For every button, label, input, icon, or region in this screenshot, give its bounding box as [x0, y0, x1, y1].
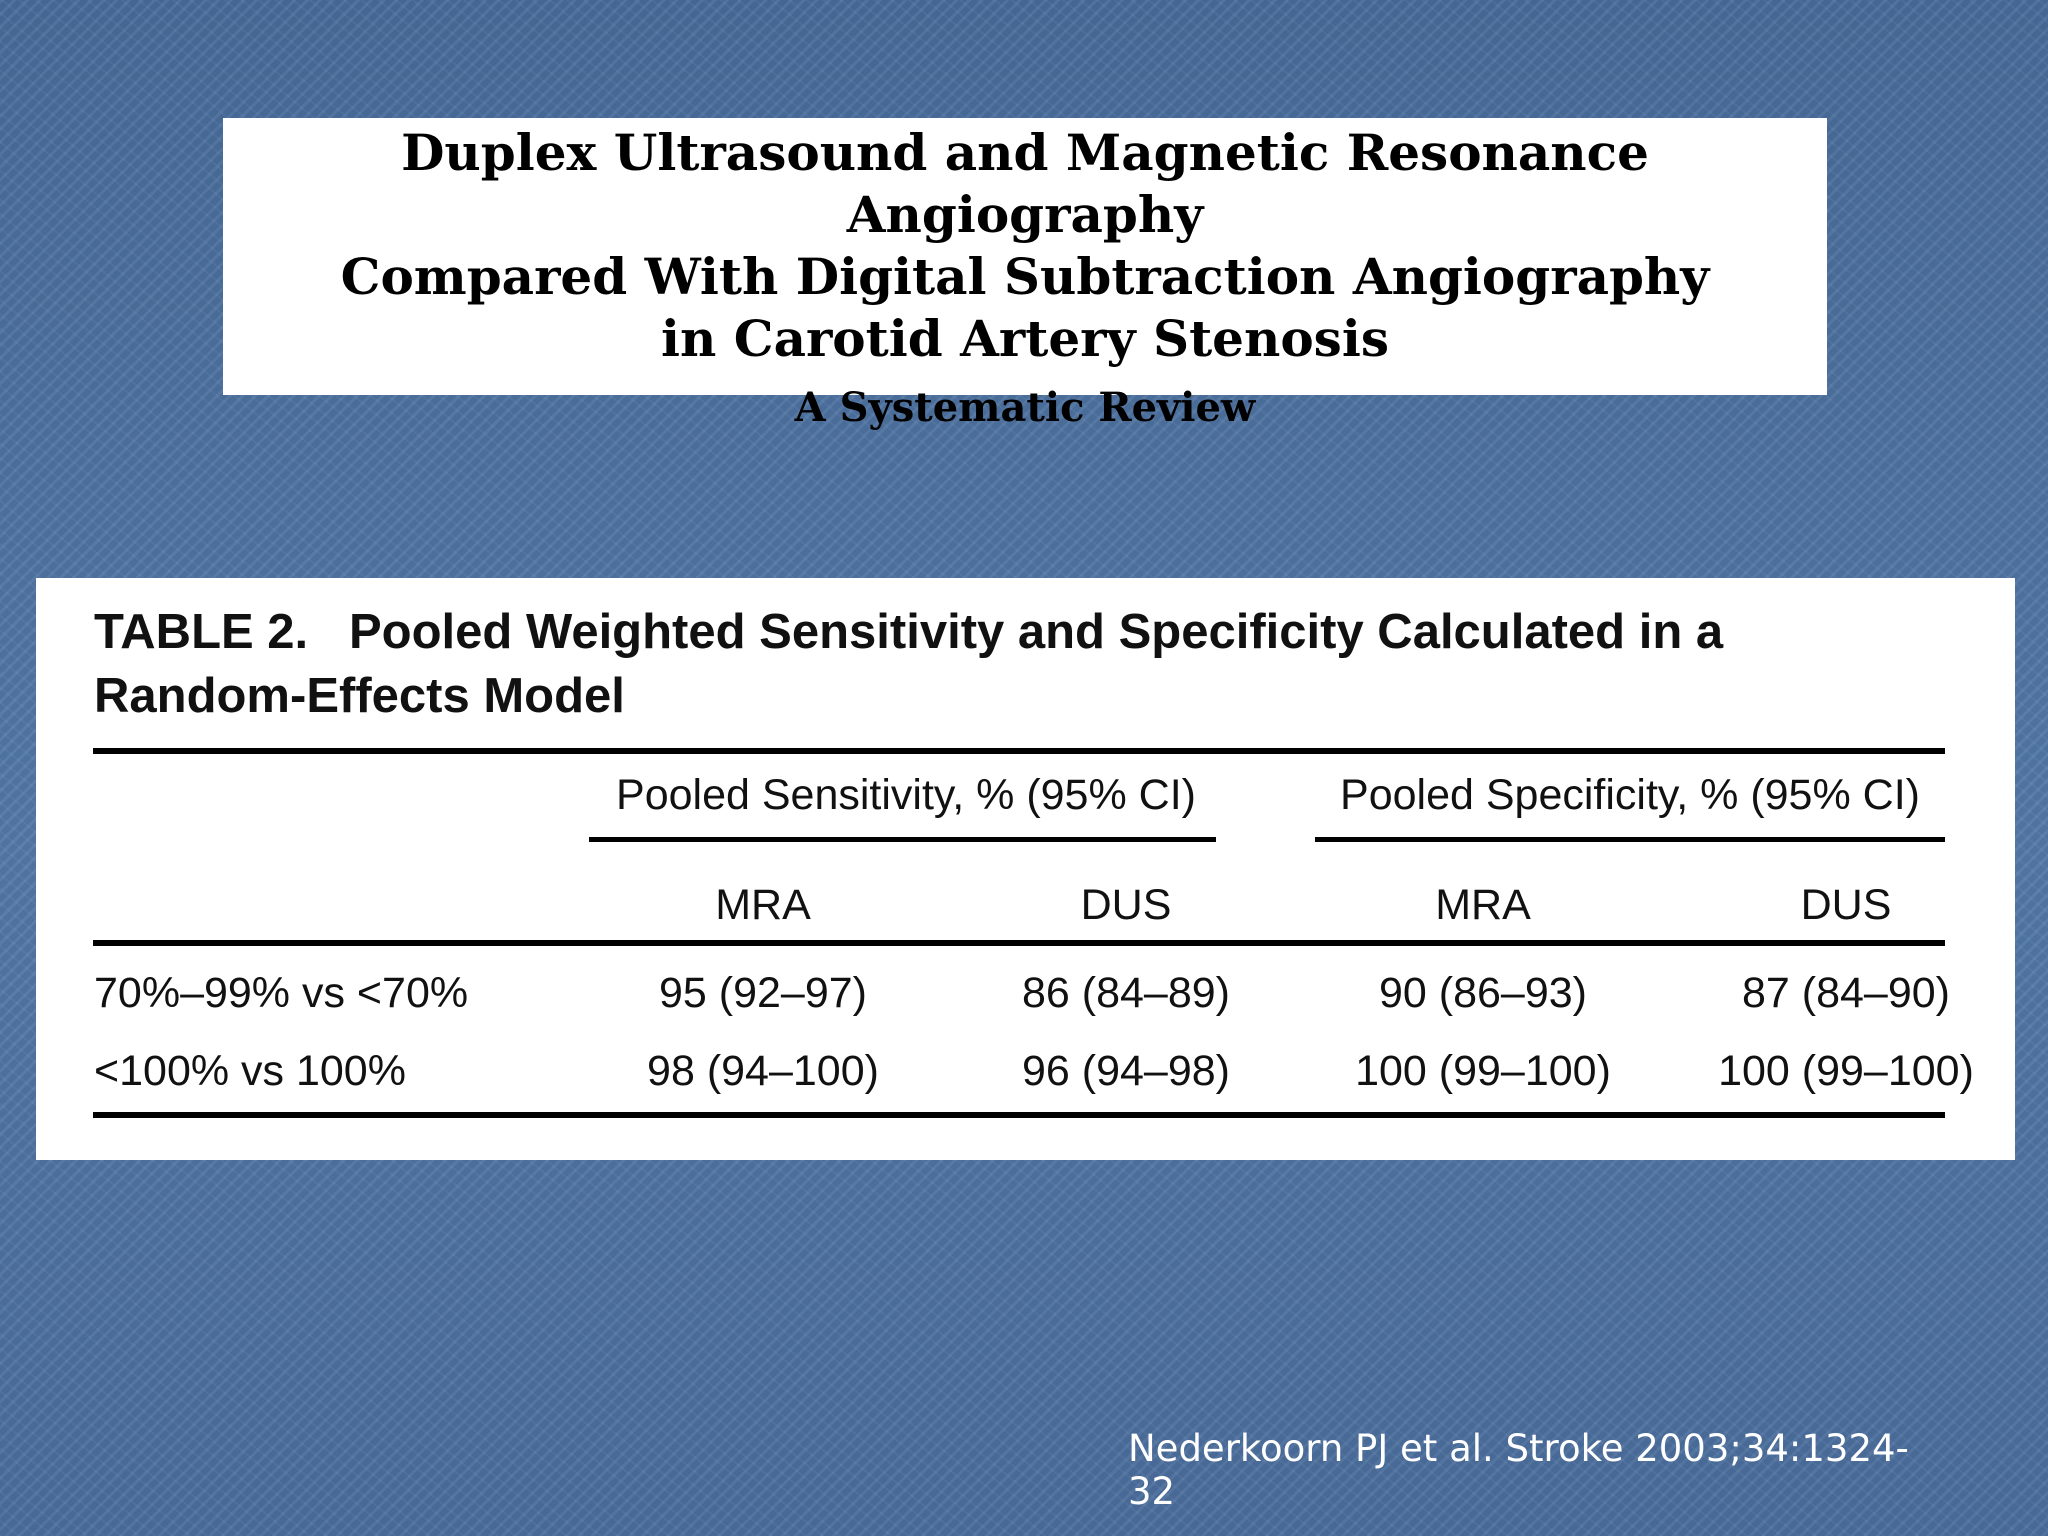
row-value-spec-mra: 90 (86–93) [1379, 969, 1587, 1017]
row-value-sens-mra: 98 (94–100) [647, 1047, 879, 1095]
specificity-underline [1315, 837, 1945, 842]
row-value-sens-mra: 95 (92–97) [659, 969, 867, 1017]
header-bottom-rule [93, 940, 1945, 946]
row-label: <100% vs 100% [94, 1047, 406, 1095]
results-table [36, 578, 2015, 1160]
row-label: 70%–99% vs <70% [94, 969, 469, 1017]
table-bottom-rule [93, 1112, 1945, 1118]
row-value-spec-mra: 100 (99–100) [1355, 1047, 1611, 1095]
subheader-specificity-dus: DUS [1800, 881, 1892, 929]
row-value-spec-dus: 87 (84–90) [1742, 969, 1950, 1017]
table-caption-line-2: Random-Effects Model [94, 669, 625, 723]
table-caption [94, 600, 1974, 728]
table-top-rule [93, 748, 1945, 754]
row-value-spec-dus: 100 (99–100) [1718, 1047, 1974, 1095]
group-header-specificity: Pooled Specificity, % (95% CI) [1340, 771, 1920, 819]
article-subtitle: A Systematic Review [794, 384, 1256, 431]
group-header-sensitivity: Pooled Sensitivity, % (95% CI) [616, 771, 1196, 819]
sensitivity-underline [589, 837, 1216, 842]
subheader-sensitivity-mra: MRA [715, 881, 811, 929]
subheader-specificity-mra: MRA [1435, 881, 1531, 929]
subheader-sensitivity-dus: DUS [1080, 881, 1172, 929]
article-title-line-2: Compared With Digital Subtraction Angiography [340, 247, 1710, 306]
row-value-sens-dus: 86 (84–89) [1022, 969, 1230, 1017]
article-title-line-3: in Carotid Artery Stenosis [661, 309, 1389, 368]
article-title-line-1: Duplex Ultrasound and Magnetic Resonance Angiography [401, 123, 1649, 244]
citation: Nederkoorn PJ et al. Stroke 2003;34:1324-32 [1128, 1427, 1909, 1513]
article-title-box [223, 118, 1827, 431]
table-caption-line-1: TABLE 2. Pooled Weighted Sensitivity and Specificity Calculated in a [94, 605, 1724, 659]
row-value-sens-dus: 96 (94–98) [1022, 1047, 1230, 1095]
